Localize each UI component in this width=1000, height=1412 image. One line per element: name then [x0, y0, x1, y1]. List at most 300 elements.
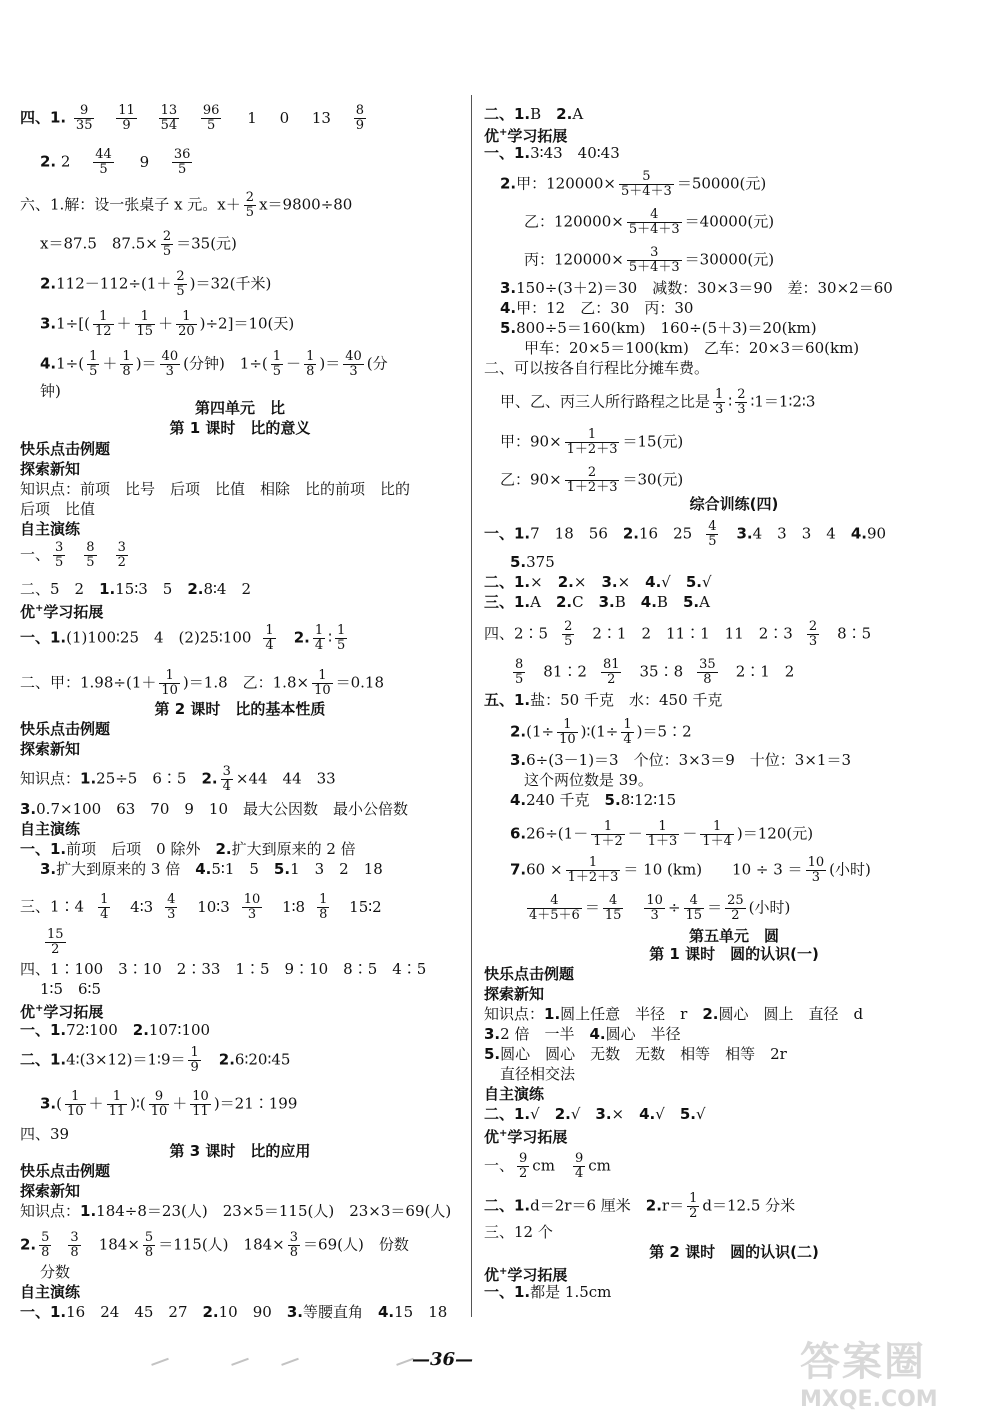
- denominator: 5: [162, 244, 172, 259]
- denominator: 2: [519, 1166, 528, 1181]
- denominator: 10: [67, 1104, 84, 1119]
- numerator: 40: [161, 349, 179, 364]
- answer-line: 3.扩大到原来的 3 倍 4.5∶1 5 5.1 3 2 18: [40, 860, 383, 878]
- numerator: 1: [93, 310, 114, 325]
- denominator: 3: [247, 907, 257, 922]
- denominator: 5: [99, 162, 108, 177]
- numerator: 1: [122, 349, 131, 364]
- numerator: 35: [699, 657, 716, 672]
- numerator: 1: [700, 820, 734, 835]
- fraction: [697, 658, 718, 687]
- lesson-title: 第 1 课时 比的意义: [169, 419, 311, 437]
- numerator: 2: [737, 387, 746, 402]
- answer-line: 一、1.(1)100∶25 4 (2)25∶100 $\frac{1}{4}$ 2. $\frac{1}{4}$ ∶ $\frac{1}{5}$: [20, 623, 346, 653]
- fraction: [74, 104, 95, 133]
- fraction: [221, 765, 233, 794]
- numerator: 1: [715, 387, 724, 402]
- numerator: 1: [557, 718, 578, 733]
- denominator: 5: [86, 555, 95, 570]
- numerator: 1: [107, 1090, 128, 1105]
- fraction: [201, 104, 222, 133]
- lesson-title: 第 1 课时 圆的认识(一): [649, 945, 819, 963]
- scan-mark: [394, 1352, 414, 1366]
- denominator: 1＋2＋3: [567, 870, 619, 885]
- numerator: 25: [727, 893, 744, 908]
- denominator: 5＋4＋3: [628, 260, 680, 275]
- scan-mark: [229, 1352, 249, 1366]
- section-heading: 探索新知: [20, 460, 81, 478]
- denominator: 1＋2＋3: [566, 480, 618, 495]
- numerator: 1: [65, 1090, 86, 1105]
- denominator: 5: [272, 364, 282, 379]
- fraction: [806, 856, 827, 885]
- answer-line: 一、1.都是 1.5cm: [484, 1283, 612, 1301]
- denominator: 5: [55, 555, 64, 570]
- numerator: 1: [176, 310, 197, 325]
- section-heading: 自主演练: [20, 820, 81, 838]
- fraction: [149, 1090, 170, 1119]
- numerator: 81: [602, 657, 620, 672]
- denominator: 11: [192, 1104, 209, 1119]
- answer-line: 一、1.7 18 56 2.16 25 $\frac{4}{5}$ 3.4 3 3 4 4.90: [484, 519, 887, 549]
- numerator: 4: [708, 519, 717, 534]
- numerator: 96: [202, 103, 220, 118]
- answer-line: 分数: [40, 1263, 71, 1281]
- answer-line: 二、1.√ 2.√ 3.× 4.√ 5.√: [484, 1105, 706, 1123]
- denominator: 10: [559, 732, 576, 747]
- answer-line: 3.1÷[( $\frac{1}{12}$ ＋ $\frac{1}{15}$ ＋ $\frac{1}{20}$ )÷2]＝10(天): [40, 309, 295, 339]
- fraction: [161, 230, 173, 259]
- fraction: [343, 350, 364, 379]
- answer-line: 二、1.4∶(3×12)＝1∶9＝ $\frac{1}{9}$ 2.6∶20∶45: [20, 1045, 291, 1075]
- fraction: [557, 718, 578, 747]
- denominator: 20: [178, 324, 195, 339]
- fraction: [159, 669, 180, 698]
- numerator: 3: [70, 1230, 79, 1245]
- denominator: 1＋2: [593, 834, 623, 849]
- scan-mark: [279, 1352, 299, 1366]
- unit-title: 第四单元 比: [194, 399, 285, 417]
- numerator: 3: [222, 764, 231, 779]
- denominator: 11: [108, 1104, 126, 1119]
- fraction: [84, 541, 96, 570]
- denominator: 4: [623, 732, 632, 747]
- section-heading: 自主演练: [484, 1085, 545, 1103]
- numerator: 3: [55, 540, 64, 555]
- fraction: [565, 466, 620, 495]
- denominator: 8: [144, 1245, 154, 1260]
- numerator: 8: [86, 540, 95, 555]
- section-heading: 自主演练: [20, 1283, 81, 1301]
- denominator: 3: [167, 907, 176, 922]
- numerator: 2: [565, 466, 620, 481]
- numerator: 1: [623, 717, 632, 732]
- denominator: 5: [176, 284, 185, 299]
- answer-line: 知识点：1.圆上任意 半径 r 2.圆心 圆上 直径 d: [484, 1005, 864, 1023]
- denominator: 2: [689, 1206, 698, 1221]
- fraction: [271, 350, 283, 379]
- fraction: [335, 624, 347, 653]
- section-heading: 探索新知: [20, 1182, 81, 1200]
- denominator: 1＋3: [647, 834, 678, 849]
- fraction: [513, 658, 525, 687]
- answer-line: 知识点：1.184÷8＝23(人) 23×5＝115(人) 23×3＝69(人): [20, 1202, 452, 1220]
- denominator: 9: [122, 118, 131, 133]
- denominator: 5: [178, 162, 187, 177]
- answer-line: 一、1.16 24 45 27 2.10 90 3.等腰直角 4.15 18: [20, 1303, 448, 1321]
- fraction: [603, 894, 624, 923]
- answer-line: 3.2 倍 一半 4.圆心 半径: [484, 1025, 681, 1043]
- denominator: 5: [245, 205, 255, 220]
- numerator: 15: [47, 927, 64, 942]
- denominator: 5: [708, 534, 717, 549]
- fraction: [93, 148, 114, 177]
- answer-line: 二、可以按各自行程比分摊车费。: [484, 359, 710, 377]
- numerator: 2: [245, 190, 255, 205]
- fraction: [627, 246, 682, 275]
- denominator: 8: [306, 364, 315, 379]
- denominator: 9: [355, 118, 365, 133]
- fraction: [87, 350, 99, 379]
- numerator: 1: [337, 623, 346, 638]
- answer-line: 二、1.B 2.A: [484, 105, 584, 123]
- page-number: —36—: [412, 1349, 474, 1370]
- denominator: 4: [265, 638, 274, 653]
- answer-line: 4.1÷( $\frac{1}{5}$ ＋ $\frac{1}{8}$ )＝ $\frac{40}{3}$ (分钟) 1÷( $\frac{1}{5}$ － $\frac{1}{8}$ )＝ $\frac{40}{3}$ (分: [40, 349, 388, 379]
- section-heading: 优+学习拓展: [484, 1128, 568, 1146]
- fraction: [176, 310, 197, 339]
- numerator: 9: [574, 1151, 584, 1166]
- answer-line: 三、1∶4 $\frac{1}{4}$ 4∶3 $\frac{4}{3}$ 10∶3 $\frac{10}{3}$ 1∶8 $\frac{1}{8}$ 15∶2: [20, 892, 382, 922]
- denominator: 9: [190, 1060, 199, 1075]
- fraction: [116, 541, 128, 570]
- fraction: [807, 620, 819, 649]
- numerator: 5: [41, 1230, 50, 1245]
- fraction: [288, 1231, 300, 1260]
- lesson-title: 第 3 课时 比的应用: [169, 1142, 311, 1160]
- denominator: 5＋4＋3: [628, 222, 680, 237]
- answer-line: 三、1.A 2.C 3.B 4.B 5.A: [484, 593, 710, 611]
- answer-line: 6.26÷(1－ $\frac{1}{1+2}$ － $\frac{1}{1+3}$ － $\frac{1}{1+4}$ )＝120(元): [510, 819, 814, 849]
- numerator: 1: [591, 820, 625, 835]
- fraction: [565, 428, 620, 457]
- denominator: 12: [94, 324, 112, 339]
- numerator: 4: [603, 894, 624, 909]
- answer-line: 这个两位数是 39。: [524, 771, 653, 789]
- lesson-title: 第 2 课时 比的基本性质: [154, 700, 326, 718]
- numerator: 3: [627, 246, 682, 261]
- answer-line: 六、1.解：设一张桌子 x 元。x＋ $\frac{2}{5}$ x＝9800÷80: [20, 190, 353, 220]
- fraction: [190, 1090, 211, 1119]
- answer-line: 7.60 × $\frac{1}{1+2+3}$ ＝ 10 (km) 10 ÷ 3 ＝ $\frac{10}{3}$ (小时): [510, 855, 871, 885]
- answer-line: 五、1.盐：50 千克 水：450 千克: [484, 691, 723, 709]
- fraction: [135, 310, 156, 339]
- answer-line: 2.112－112÷(1＋ $\frac{2}{5}$ )＝32(千米): [40, 269, 272, 299]
- denominator: 4: [574, 1166, 584, 1181]
- numerator: 2: [162, 229, 172, 244]
- answer-line: 3.150÷(3＋2)＝30 减数：30×3＝90 差：30×2＝60: [500, 279, 893, 297]
- fraction: [68, 1231, 80, 1260]
- section-heading: 快乐点击例题: [20, 1162, 111, 1180]
- denominator: 5: [89, 364, 98, 379]
- fraction: [527, 894, 582, 923]
- denominator: 3: [808, 634, 818, 649]
- unit-title: 第五单元 圆: [688, 927, 779, 945]
- fraction: [646, 820, 680, 849]
- denominator: 15: [136, 324, 154, 339]
- numerator: 4: [627, 208, 682, 223]
- numerator: 1: [319, 892, 328, 907]
- denominator: 3: [165, 364, 174, 379]
- fraction: [39, 1231, 51, 1260]
- numerator: 1: [100, 892, 109, 907]
- denominator: 5: [337, 638, 346, 653]
- section-heading: 优+学习拓展: [484, 127, 568, 145]
- denominator: 15: [604, 908, 622, 923]
- fraction: [107, 1090, 128, 1119]
- answer-line: 4.甲：12 乙：30 丙：30: [500, 299, 694, 317]
- numerator: 2: [564, 619, 573, 634]
- numerator: 1: [646, 820, 680, 835]
- answer-line: 2.甲：120000× $\frac{5}{5+4+3}$ ＝50000(元): [500, 169, 767, 199]
- answer-line: 二、5 2 1.15∶3 5 2.8∶4 2: [20, 580, 251, 598]
- numerator: 40: [345, 349, 362, 364]
- section-heading: 自主演练: [20, 520, 81, 538]
- answer-line: 1∶5 6∶5: [40, 980, 101, 998]
- answer-line: 乙：90× $\frac{2}{1+2+3}$ ＝30(元): [500, 465, 684, 495]
- numerator: 1: [89, 349, 98, 364]
- numerator: 4: [684, 894, 705, 909]
- fraction: [304, 350, 316, 379]
- denominator: 2: [731, 908, 740, 923]
- denominator: 3: [715, 402, 724, 417]
- numerator: 1: [565, 428, 620, 443]
- numerator: 8: [355, 103, 365, 118]
- numerator: 1: [190, 1045, 199, 1060]
- answer-line: 5.800÷5＝160(km) 160÷(5＋3)＝20(km): [500, 319, 817, 337]
- numerator: 10: [646, 893, 663, 908]
- answer-line: 钟): [40, 382, 61, 400]
- numerator: 10: [192, 1089, 209, 1104]
- fraction: [517, 1152, 529, 1181]
- numerator: 9: [149, 1090, 170, 1105]
- fraction: [591, 820, 625, 849]
- fraction: [143, 1231, 155, 1260]
- watermark-logo: [800, 1330, 990, 1412]
- numerator: 1: [314, 623, 324, 638]
- numerator: 1: [306, 349, 315, 364]
- watermark-url: MXQE.COM: [800, 1387, 938, 1412]
- denominator: 4: [314, 638, 324, 653]
- fraction: [174, 270, 186, 299]
- answer-line: 四、39: [20, 1125, 70, 1143]
- numerator: 9: [519, 1151, 528, 1166]
- answer-line: $\frac{8}{5}$ 81∶2 $\frac{81}{2}$ 35∶8 $\frac{35}{8}$ 2∶1 2: [515, 657, 795, 687]
- denominator: 8: [41, 1245, 50, 1260]
- numerator: 13: [160, 103, 178, 118]
- fraction: [120, 350, 132, 379]
- denominator: 1＋4: [702, 834, 732, 849]
- fraction: [562, 620, 574, 649]
- answer-line: 3.0.7×100 63 70 9 10 最大公因数 最小公倍数: [20, 800, 409, 818]
- denominator: 3: [737, 402, 746, 417]
- denominator: 10: [314, 683, 331, 698]
- section-heading: 优+学习拓展: [20, 1003, 104, 1021]
- fraction: [172, 148, 193, 177]
- denominator: 2: [51, 942, 60, 957]
- fraction: [188, 1046, 200, 1075]
- denominator: 2: [607, 672, 616, 687]
- numerator: 5: [144, 1230, 154, 1245]
- answer-line: 二、1.× 2.× 3.× 4.√ 5.√: [484, 573, 712, 591]
- denominator: 8: [703, 672, 712, 687]
- fraction: [700, 820, 734, 849]
- answer-line: 知识点：前项 比号 后项 比值 相除 比的前项 比的: [20, 480, 411, 498]
- denominator: 8: [122, 364, 131, 379]
- answer-line: 3.( $\frac{1}{10}$ ＋ $\frac{1}{11}$ )∶( $\frac{9}{10}$ ＋ $\frac{10}{11}$ )＝21∶199: [40, 1089, 298, 1119]
- denominator: 2: [117, 555, 126, 570]
- fraction: [160, 350, 181, 379]
- answer-line: 2. 2 $\frac{44}{5}$ 9 $\frac{36}{5}$: [40, 147, 191, 177]
- column-divider: [471, 95, 472, 1317]
- section-heading: 快乐点击例题: [484, 965, 575, 983]
- fraction: [53, 541, 65, 570]
- section-heading: 快乐点击例题: [20, 440, 111, 458]
- lesson-title: 第 2 课时 圆的认识(二): [649, 1243, 819, 1261]
- answer-line: 4.240 千克 5.8∶12∶15: [510, 791, 677, 809]
- answer-line: 甲车：20×5＝100(km) 乙车：20×3＝60(km): [524, 339, 860, 357]
- fraction: [725, 894, 746, 923]
- fraction: [312, 669, 333, 698]
- fraction: [735, 388, 747, 417]
- fraction: [45, 928, 66, 957]
- fraction: [165, 893, 177, 922]
- numerator: 3: [289, 1230, 299, 1245]
- fraction: [573, 1152, 585, 1181]
- fraction: [619, 170, 674, 199]
- fraction: [116, 104, 137, 133]
- answer-line: 丙：120000× $\frac{3}{5+4+3}$ ＝30000(元): [524, 245, 775, 275]
- section-heading: 优+学习拓展: [484, 1266, 568, 1284]
- fraction: [263, 624, 275, 653]
- answer-line: 乙：120000× $\frac{4}{5+4+3}$ ＝40000(元): [524, 207, 775, 237]
- answer-line: 二、甲：1.98÷(1＋ $\frac{1}{10}$ )＝1.8 乙：1.8× $\frac{1}{10}$ ＝0.18: [20, 668, 385, 698]
- fraction: [713, 388, 725, 417]
- denominator: 3: [811, 870, 820, 885]
- denominator: 5: [515, 672, 524, 687]
- numerator: 4: [167, 892, 176, 907]
- denominator: 8: [289, 1245, 299, 1260]
- section-heading: 探索新知: [484, 985, 545, 1003]
- answer-line: 三、12 个: [484, 1223, 553, 1241]
- answer-line: 知识点：1.25÷5 6∶5 2. $\frac{3}{4}$ ×44 44 33: [20, 764, 336, 794]
- denominator: 4: [222, 779, 231, 794]
- fraction: [159, 104, 180, 133]
- answer-line: 甲、乙、丙三人所行路程之比是 $\frac{1}{3}$ ∶ $\frac{2}{3}$ ∶1＝1∶2∶3: [500, 387, 816, 417]
- fraction: [601, 658, 622, 687]
- denominator: 3: [349, 364, 358, 379]
- numerator: 5: [619, 170, 674, 185]
- section-heading: 探索新知: [20, 740, 81, 758]
- denominator: 10: [150, 1104, 168, 1119]
- numerator: 2: [808, 619, 818, 634]
- scan-mark: [149, 1352, 169, 1366]
- numerator: 1: [135, 310, 156, 325]
- denominator: 8: [70, 1245, 79, 1260]
- denominator: 5: [207, 118, 216, 133]
- denominator: 15: [685, 908, 703, 923]
- answer-line: 四、1. $\frac{9}{35}$ $\frac{11}{9}$ $\frac{13}{54}$ $\frac{96}{5}$ 1 0 13 $\frac{8}{9}$: [20, 103, 365, 133]
- numerator: 1: [689, 1191, 698, 1206]
- fraction: [706, 520, 718, 549]
- denominator: 3: [650, 908, 659, 923]
- fraction: [317, 893, 329, 922]
- denominator: 54: [160, 118, 178, 133]
- numerator: 2: [176, 269, 185, 284]
- numerator: 1: [265, 623, 274, 638]
- answer-line: 2.(1÷ $\frac{1}{10}$ )∶(1÷ $\frac{1}{4}$ )＝5∶2: [510, 717, 692, 747]
- denominator: 35: [75, 118, 93, 133]
- denominator: 4＋5＋6: [529, 908, 580, 923]
- answer-line: x＝87.5 87.5× $\frac{2}{5}$ ＝35(元): [40, 229, 237, 259]
- numerator: 11: [118, 103, 135, 118]
- fraction: [244, 191, 256, 220]
- answer-line: 一、 $\frac{3}{5}$ $\frac{8}{5}$ $\frac{3}{2}$: [20, 540, 126, 570]
- numerator: 1: [312, 669, 333, 684]
- answer-line: 甲：90× $\frac{1}{1+2+3}$ ＝15(元): [500, 427, 684, 457]
- fraction: [627, 208, 682, 237]
- section-heading: 快乐点击例题: [20, 720, 111, 738]
- denominator: 4: [100, 907, 109, 922]
- answer-line: 5.圆心 圆心 无数 无数 相等 相等 2r: [484, 1045, 787, 1063]
- answer-line: 四、2∶5 $\frac{2}{5}$ 2∶1 2 11∶1 11 2∶3 $\frac{2}{3}$ 8∶5: [484, 619, 872, 649]
- answer-line: [42, 928, 69, 957]
- fraction: [65, 1090, 86, 1119]
- denominator: 5: [564, 634, 573, 649]
- numerator: 10: [243, 892, 261, 907]
- fraction: [354, 104, 366, 133]
- fraction: [621, 718, 633, 747]
- denominator: 10: [161, 683, 178, 698]
- fraction: [98, 893, 110, 922]
- fraction: [644, 894, 665, 923]
- answer-line: 后项 比值: [20, 500, 96, 518]
- fraction: [313, 624, 325, 653]
- fraction: [687, 1192, 699, 1221]
- denominator: 5＋4＋3: [620, 184, 672, 199]
- fraction: [93, 310, 114, 339]
- answer-line: 二、1.d＝2r＝6 厘米 2.r＝ $\frac{1}{2}$ d＝12.5 分米: [484, 1191, 796, 1221]
- answer-line: 四、1∶100 3∶10 2∶33 1∶5 9∶10 8∶5 4∶5: [20, 960, 427, 978]
- numerator: 1: [566, 856, 621, 871]
- numerator: 9: [74, 104, 95, 119]
- section-heading: 优+学习拓展: [20, 603, 104, 621]
- answer-line: 2. $\frac{5}{8}$ $\frac{3}{8}$ 184× $\frac{5}{8}$ ＝115(人) 184× $\frac{3}{8}$ ＝69(人) 份数: [20, 1230, 409, 1260]
- answer-line: 一、1.3∶43 40∶43: [484, 144, 620, 162]
- answer-line: 5.375: [510, 553, 555, 571]
- numerator: 4: [527, 894, 582, 909]
- section-title: 综合训练(四): [689, 495, 779, 513]
- denominator: 1＋2＋3: [566, 442, 618, 457]
- answer-line: 直径相交法: [500, 1065, 576, 1083]
- numerator: 10: [807, 855, 825, 870]
- fraction: [684, 894, 705, 923]
- numerator: 44: [95, 147, 112, 162]
- numerator: 1: [272, 349, 282, 364]
- watermark-text: 答案圈: [800, 1339, 926, 1385]
- answer-line: 一、1.前项 后项 0 除外 2.扩大到原来的 2 倍: [20, 840, 356, 858]
- answer-line: 3.6÷(3－1)＝3 个位：3×3＝9 十位：3×1＝3: [510, 751, 851, 769]
